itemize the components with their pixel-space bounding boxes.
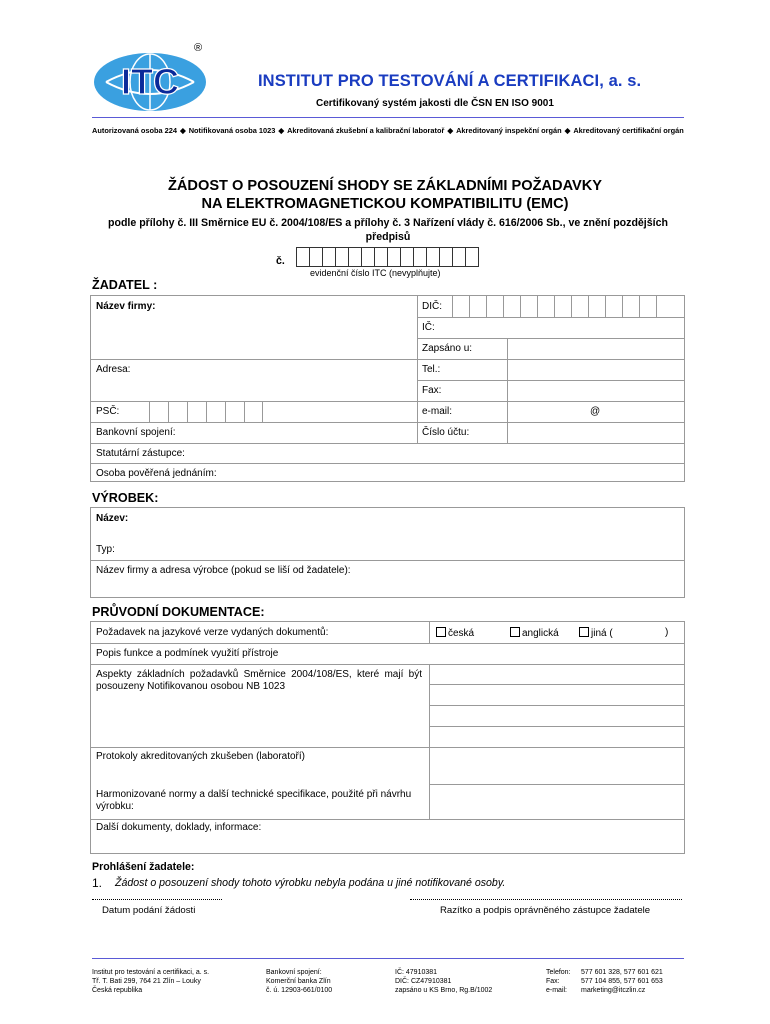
lang-option-en[interactable] xyxy=(510,627,559,639)
declaration-text: Žádost o posouzení shody tohoto výrobku nebyla podána u jiné notifikované osoby. xyxy=(115,877,506,889)
org-subtitle: Certifikovaný systém jakosti dle ČSN EN ISO 9001 xyxy=(316,98,554,109)
checkbox[interactable] xyxy=(436,627,446,637)
account-label: Číslo účtu: xyxy=(422,427,470,438)
protocols-label: Protokoly akreditovaných zkušeben (laboratoří) xyxy=(96,751,305,762)
product-table xyxy=(90,507,685,598)
lang-other-close: ) xyxy=(665,627,669,638)
docs-table xyxy=(90,621,685,854)
other-docs-label: Další dokumenty, doklady, informace: xyxy=(96,822,262,833)
accreditation-item: Akreditovaný certifikační orgán xyxy=(573,126,684,135)
statutory-label: Statutární zástupce: xyxy=(96,448,185,459)
applicant-heading: ŽADATEL : xyxy=(92,278,158,292)
footer-rule xyxy=(92,958,684,959)
form-subtitle: podle přílohy č. III Směrnice EU č. 2004/108/ES a přílohy č. 3 Nařízení vlády č. 616/2006 Sb., ve znění pozdějších předpisů xyxy=(108,217,668,243)
footer-contact-labels: Telefon: Fax: e-mail: xyxy=(546,969,571,994)
footer-address: Institut pro testování a certifikaci, a. s. Tř. T. Bati 299, 764 21 Zlín – Louky Česká republika xyxy=(92,969,210,994)
lang-en-label: anglická xyxy=(522,628,559,639)
dic-label: DIČ: xyxy=(422,301,442,312)
description-label: Popis funkce a podmínek využití přístroje xyxy=(96,648,279,659)
lang-other-label: jiná ( xyxy=(591,628,613,639)
accreditations: Autorizovaná osoba 224 ◆ Notifikovaná osoba 1023 ◆ Akreditovaná zkušební a kalibrační laboratoř ◆ Akreditovaný inspekční orgán ◆ Akreditovaný certifikační orgán xyxy=(92,126,684,135)
registered-mark: ® xyxy=(194,42,203,54)
firm-name-label: Název firmy: xyxy=(96,301,156,312)
address-label: Adresa: xyxy=(96,364,131,375)
declaration-number: 1. xyxy=(92,876,103,890)
ev-number-boxes[interactable] xyxy=(297,247,479,267)
manufacturer-label: Název firmy a adresa výrobce (pokud se liší od žadatele): xyxy=(96,565,351,576)
footer-ids: IČ: 47910381 DIČ: CZ47910381 zapsáno u KS Brno, Rg.B/1002 xyxy=(395,969,493,994)
stamp-label: Razítko a podpis oprávněného zástupce žadatele xyxy=(440,905,651,916)
psc-label: PSČ: xyxy=(96,406,120,417)
docs-heading: PRŮVODNÍ DOKUMENTACE: xyxy=(92,605,265,619)
standards-label: Harmonizované normy a další technické specifikace, použité při návrhu výrobku: xyxy=(96,789,412,812)
accreditation-item: Akreditovaná zkušební a kalibrační laboratoř xyxy=(287,126,445,135)
header-rule xyxy=(92,117,684,118)
itc-logo xyxy=(92,48,208,112)
stamp-signature-line xyxy=(410,899,682,900)
footer-bank: Bankovní spojení: Komerční banka Zlín č. ú. 12903-661/0100 xyxy=(266,969,333,994)
product-heading: VÝROBEK: xyxy=(92,491,159,505)
checkbox[interactable] xyxy=(510,627,520,637)
authorized-person-label: Osoba pověřená jednáním: xyxy=(96,468,217,479)
form-title-line1: ŽÁDOST O POSOUZENÍ SHODY SE ZÁKLADNÍMI POŽADAVKY xyxy=(167,178,603,194)
ev-number-caption: evidenční číslo ITC (nevyplňujte) xyxy=(310,268,441,278)
ev-number-label: č. xyxy=(276,255,285,267)
bank-label: Bankovní spojení: xyxy=(96,427,176,438)
accreditation-item: Akreditovaný inspekční orgán xyxy=(456,126,562,135)
lang-option-other[interactable] xyxy=(579,627,613,639)
ic-label: IČ: xyxy=(422,322,435,333)
at-sign: @ xyxy=(590,406,601,417)
product-type-label: Typ: xyxy=(96,544,115,555)
date-signature-line xyxy=(92,899,222,900)
language-request-label: Požadavek na jazykové verze vydaných dokumentů: xyxy=(96,627,329,638)
aspects-label: Aspekty základních požadavků Směrnice 2004/108/ES, které mají být posouzeny Notifikovanou osobou NB 1023 xyxy=(96,669,422,692)
org-name: INSTITUT PRO TESTOVÁNÍ A CERTIFIKACI, a. s. xyxy=(258,72,642,90)
email-label: e-mail: xyxy=(422,406,453,417)
date-label: Datum podání žádosti xyxy=(102,905,196,916)
tel-label: Tel.: xyxy=(422,364,441,375)
registered-label: Zapsáno u: xyxy=(422,343,473,354)
footer-contact-values: 577 601 328, 577 601 621 577 104 855, 577 601 653 marketing@itczlin.cz xyxy=(581,969,663,994)
applicant-table xyxy=(90,295,685,482)
lang-option-cz[interactable] xyxy=(436,627,474,639)
fax-label: Fax: xyxy=(422,385,442,396)
accreditation-item: Autorizovaná osoba 224 xyxy=(92,126,178,135)
product-name-label: Název: xyxy=(96,513,129,524)
accreditation-item: Notifikovaná osoba 1023 xyxy=(188,126,276,135)
form-title-line2: NA ELEKTROMAGNETICKOU KOMPATIBILITU (EMC) xyxy=(201,196,569,212)
declaration-heading: Prohlášení žadatele: xyxy=(92,861,195,873)
footer-email-link[interactable]: marketing@itczlin.cz xyxy=(581,987,646,994)
checkbox[interactable] xyxy=(579,627,589,637)
lang-cz-label: česká xyxy=(448,628,475,639)
logo-text: ITC xyxy=(121,61,179,102)
